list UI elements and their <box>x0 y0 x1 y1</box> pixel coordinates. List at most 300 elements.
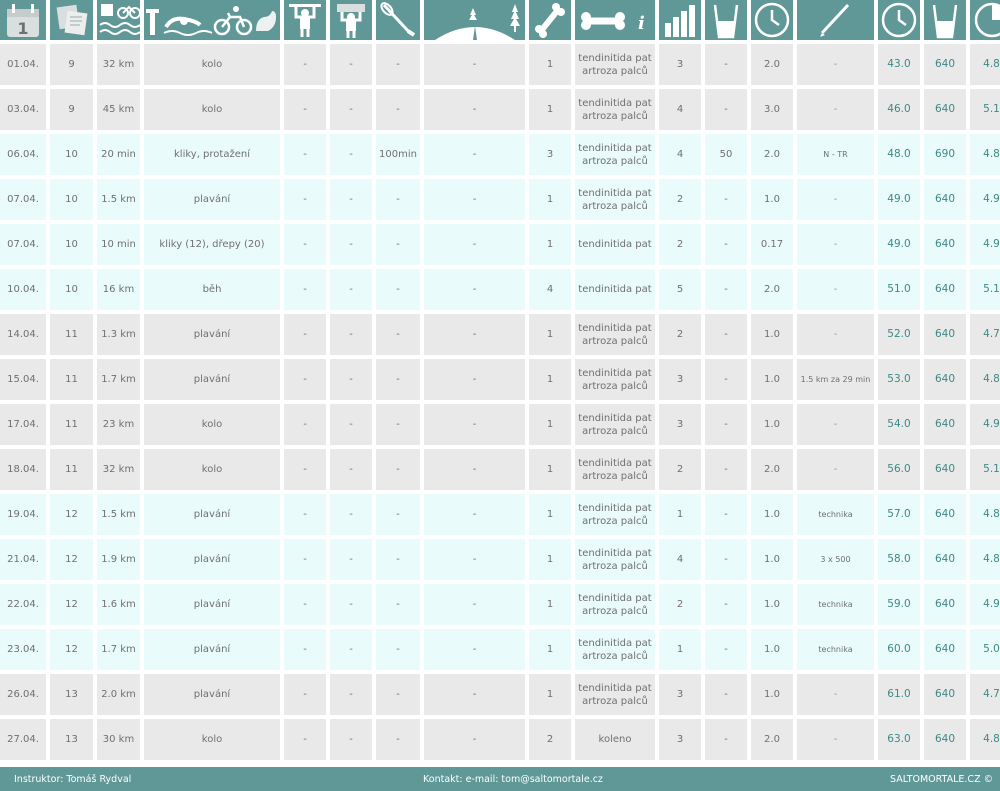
value-cell: - <box>424 629 525 670</box>
week-cell: 11 <box>50 404 93 445</box>
injury-cell: tendinitida pat artroza palců <box>575 629 655 670</box>
value-cell: - <box>376 719 420 760</box>
activity-cell: plavání <box>144 359 280 400</box>
value-cell: - <box>376 359 420 400</box>
value-cell: - <box>705 224 747 265</box>
value-cell: - <box>330 359 372 400</box>
value-cell: - <box>424 359 525 400</box>
week-cell: 10 <box>50 134 93 175</box>
date-cell: 01.04. <box>0 44 46 85</box>
calendar-day-icon <box>0 0 46 40</box>
value-cell: - <box>705 404 747 445</box>
value-cell: 58.0 <box>878 539 920 580</box>
value-cell: 4.9 <box>970 404 1000 445</box>
value-cell: - <box>424 269 525 310</box>
value-cell: - <box>330 224 372 265</box>
level-cell: 3 <box>659 719 701 760</box>
injury-cell: tendinitida pat artroza palců <box>575 449 655 490</box>
table-row <box>0 494 1000 535</box>
value-cell: 5.1 <box>970 89 1000 130</box>
level-cell: 4 <box>659 134 701 175</box>
duration-cell: 1.0 <box>751 584 793 625</box>
value-cell: 640 <box>924 584 966 625</box>
table-row <box>0 89 1000 130</box>
date-cell: 17.04. <box>0 404 46 445</box>
value-cell: 1 <box>529 674 571 715</box>
table-row <box>0 314 1000 355</box>
value-cell: 1 <box>529 629 571 670</box>
value-cell: - <box>705 584 747 625</box>
value-cell: 50 <box>705 134 747 175</box>
value-cell: 640 <box>924 494 966 535</box>
value-cell: - <box>424 134 525 175</box>
value-cell: - <box>376 629 420 670</box>
duration-cell: 1.0 <box>751 494 793 535</box>
duration-cell: 2.0 <box>751 719 793 760</box>
table-row <box>0 584 1000 625</box>
note-cell: - <box>797 404 874 445</box>
distance-cell: 2.0 km <box>97 674 140 715</box>
injury-cell: tendinitida pat artroza palců <box>575 494 655 535</box>
duration-cell: 2.0 <box>751 269 793 310</box>
value-cell: 640 <box>924 629 966 670</box>
activity-cell: kolo <box>144 719 280 760</box>
activity-cell: kliky (12), dřepy (20) <box>144 224 280 265</box>
glass-icon <box>924 0 966 40</box>
value-cell: 1 <box>529 494 571 535</box>
value-cell: - <box>705 629 747 670</box>
value-cell: - <box>376 89 420 130</box>
injury-cell: tendinitida pat artroza palců <box>575 584 655 625</box>
value-cell: - <box>284 359 326 400</box>
value-cell: 4.9 <box>970 584 1000 625</box>
activity-cell: kolo <box>144 89 280 130</box>
value-cell: 1 <box>529 359 571 400</box>
calendar-day-number: 1 <box>17 19 29 38</box>
activity-cell: kolo <box>144 404 280 445</box>
duration-cell: 2.0 <box>751 449 793 490</box>
distance-cell: 45 km <box>97 89 140 130</box>
week-cell: 11 <box>50 314 93 355</box>
value-cell: - <box>330 449 372 490</box>
date-cell: 07.04. <box>0 179 46 220</box>
value-cell: - <box>705 539 747 580</box>
value-cell: - <box>424 449 525 490</box>
injury-cell: tendinitida pat artroza palců <box>575 539 655 580</box>
level-cell: 3 <box>659 404 701 445</box>
week-cell: 9 <box>50 89 93 130</box>
value-cell: - <box>284 89 326 130</box>
value-cell: - <box>424 314 525 355</box>
value-cell: - <box>705 314 747 355</box>
date-cell: 06.04. <box>0 134 46 175</box>
injury-cell: tendinitida pat artroza palců <box>575 89 655 130</box>
value-cell: - <box>376 449 420 490</box>
value-cell: 5.1 <box>970 269 1000 310</box>
value-cell: - <box>376 404 420 445</box>
injury-cell: koleno <box>575 719 655 760</box>
value-cell: 4.8 <box>970 134 1000 175</box>
value-cell: - <box>705 449 747 490</box>
distance-cell: 1.5 km <box>97 179 140 220</box>
date-cell: 15.04. <box>0 359 46 400</box>
injury-cell: tendinitida pat artroza palců <box>575 674 655 715</box>
value-cell: - <box>376 314 420 355</box>
duration-cell: 1.0 <box>751 674 793 715</box>
contact-link[interactable]: Kontakt: e-mail: tom@saltomortale.cz <box>423 774 603 785</box>
activity-cell: plavání <box>144 629 280 670</box>
value-cell: - <box>330 134 372 175</box>
value-cell: 52.0 <box>878 314 920 355</box>
value-cell: 1 <box>529 224 571 265</box>
footer-bar <box>0 767 1000 791</box>
duration-cell: 2.0 <box>751 134 793 175</box>
triathlon-sports-icon <box>97 0 140 40</box>
injury-cell: tendinitida pat artroza palců <box>575 359 655 400</box>
value-cell: 640 <box>924 404 966 445</box>
value-cell: 57.0 <box>878 494 920 535</box>
activity-cell: plavání <box>144 314 280 355</box>
glass-icon <box>705 0 747 40</box>
week-cell: 12 <box>50 539 93 580</box>
week-cell: 12 <box>50 584 93 625</box>
date-cell: 22.04. <box>0 584 46 625</box>
value-cell: 640 <box>924 179 966 220</box>
value-cell: 4.7 <box>970 314 1000 355</box>
injury-cell: tendinitida pat <box>575 224 655 265</box>
value-cell: 640 <box>924 224 966 265</box>
activity-cell: plavání <box>144 539 280 580</box>
value-cell: - <box>330 494 372 535</box>
log-body <box>0 44 1000 760</box>
value-cell: - <box>424 89 525 130</box>
value-cell: - <box>705 359 747 400</box>
level-cell: 3 <box>659 44 701 85</box>
value-cell: 1 <box>529 44 571 85</box>
bone-injury-icon <box>529 0 571 40</box>
bone-info-icon <box>575 0 655 40</box>
value-cell: 4.8 <box>970 719 1000 760</box>
value-cell: - <box>284 674 326 715</box>
distance-cell: 1.3 km <box>97 314 140 355</box>
table-row <box>0 449 1000 490</box>
value-cell: 640 <box>924 449 966 490</box>
value-cell: - <box>424 584 525 625</box>
value-cell: - <box>330 314 372 355</box>
value-cell: 1 <box>529 404 571 445</box>
note-cell: technika <box>797 584 874 625</box>
value-cell: 640 <box>924 89 966 130</box>
duration-cell: 1.0 <box>751 629 793 670</box>
note-cell: - <box>797 179 874 220</box>
value-cell: - <box>284 179 326 220</box>
duration-cell: 1.0 <box>751 539 793 580</box>
table-row <box>0 719 1000 760</box>
note-cell: - <box>797 89 874 130</box>
value-cell: - <box>376 179 420 220</box>
value-cell: 56.0 <box>878 449 920 490</box>
injury-cell: tendinitida pat artroza palců <box>575 179 655 220</box>
hill-landscape-icon <box>424 0 525 40</box>
value-cell: - <box>424 494 525 535</box>
distance-cell: 1.7 km <box>97 629 140 670</box>
level-cell: 3 <box>659 674 701 715</box>
level-cell: 2 <box>659 314 701 355</box>
value-cell: 1 <box>529 314 571 355</box>
level-cell: 1 <box>659 629 701 670</box>
duration-cell: 0.17 <box>751 224 793 265</box>
value-cell: 43.0 <box>878 44 920 85</box>
value-cell: 1 <box>529 584 571 625</box>
level-chart-icon <box>659 0 701 40</box>
distance-cell: 30 km <box>97 719 140 760</box>
distance-cell: 23 km <box>97 404 140 445</box>
level-cell: 5 <box>659 269 701 310</box>
value-cell: 640 <box>924 719 966 760</box>
injury-cell: tendinitida pat artroza palců <box>575 134 655 175</box>
level-cell: 2 <box>659 224 701 265</box>
level-cell: 4 <box>659 89 701 130</box>
value-cell: - <box>424 539 525 580</box>
value-cell: - <box>705 674 747 715</box>
value-cell: - <box>376 539 420 580</box>
value-cell: 4.9 <box>970 179 1000 220</box>
value-cell: 59.0 <box>878 584 920 625</box>
calendar-week-icon <box>50 0 93 40</box>
dip-icon <box>330 0 372 40</box>
value-cell: 48.0 <box>878 134 920 175</box>
note-cell: - <box>797 449 874 490</box>
value-cell: - <box>284 269 326 310</box>
activity-cell: kolo <box>144 449 280 490</box>
value-cell: - <box>330 719 372 760</box>
table-row <box>0 359 1000 400</box>
value-cell: - <box>284 224 326 265</box>
duration-cell: 1.0 <box>751 179 793 220</box>
activity-cell: plavání <box>144 674 280 715</box>
value-cell: - <box>284 314 326 355</box>
clock-icon <box>751 0 793 40</box>
pie-chart-icon <box>970 0 1000 40</box>
value-cell: 640 <box>924 269 966 310</box>
value-cell: 1 <box>529 449 571 490</box>
note-cell: - <box>797 224 874 265</box>
value-cell: 1 <box>529 179 571 220</box>
pen-icon <box>797 0 874 40</box>
duration-cell: 1.0 <box>751 359 793 400</box>
value-cell: 640 <box>924 44 966 85</box>
value-cell: - <box>705 719 747 760</box>
week-cell: 13 <box>50 719 93 760</box>
note-cell: - <box>797 719 874 760</box>
activity-cell: kliky, protažení <box>144 134 280 175</box>
value-cell: 46.0 <box>878 89 920 130</box>
value-cell: - <box>424 719 525 760</box>
duration-cell: 2.0 <box>751 44 793 85</box>
injury-cell: tendinitida pat artroza palců <box>575 44 655 85</box>
level-cell: 2 <box>659 584 701 625</box>
value-cell: - <box>284 494 326 535</box>
value-cell: - <box>705 494 747 535</box>
duration-cell: 3.0 <box>751 89 793 130</box>
table-row <box>0 134 1000 175</box>
table-row <box>0 539 1000 580</box>
value-cell: 53.0 <box>878 359 920 400</box>
value-cell: - <box>330 539 372 580</box>
activity-cell: běh <box>144 269 280 310</box>
week-cell: 13 <box>50 674 93 715</box>
clock-icon <box>878 0 920 40</box>
distance-cell: 1.7 km <box>97 359 140 400</box>
date-cell: 07.04. <box>0 224 46 265</box>
value-cell: - <box>424 404 525 445</box>
value-cell: - <box>376 224 420 265</box>
value-cell: - <box>705 89 747 130</box>
table-row <box>0 404 1000 445</box>
value-cell: - <box>330 404 372 445</box>
brand-link[interactable]: SALTOMORTALE.CZ © <box>890 774 994 785</box>
value-cell: 4.8 <box>970 44 1000 85</box>
note-cell: 3 x 500 <box>797 539 874 580</box>
distance-cell: 32 km <box>97 449 140 490</box>
note-cell: - <box>797 314 874 355</box>
table-row <box>0 674 1000 715</box>
value-cell: 640 <box>924 674 966 715</box>
value-cell: - <box>424 674 525 715</box>
level-cell: 2 <box>659 449 701 490</box>
value-cell: 690 <box>924 134 966 175</box>
value-cell: 100min <box>376 134 420 175</box>
value-cell: 51.0 <box>878 269 920 310</box>
date-cell: 14.04. <box>0 314 46 355</box>
value-cell: - <box>376 44 420 85</box>
activity-cell: plavání <box>144 494 280 535</box>
date-cell: 23.04. <box>0 629 46 670</box>
note-cell: - <box>797 269 874 310</box>
table-row <box>0 224 1000 265</box>
note-cell: technika <box>797 494 874 535</box>
value-cell: 2 <box>529 719 571 760</box>
value-cell: 4.7 <box>970 674 1000 715</box>
value-cell: 3 <box>529 134 571 175</box>
value-cell: - <box>424 179 525 220</box>
value-cell: 640 <box>924 314 966 355</box>
value-cell: - <box>376 494 420 535</box>
table-row <box>0 44 1000 85</box>
value-cell: 4.8 <box>970 494 1000 535</box>
value-cell: 54.0 <box>878 404 920 445</box>
activity-cell: kolo <box>144 44 280 85</box>
pull-up-icon <box>284 0 326 40</box>
value-cell: - <box>284 44 326 85</box>
icon-header-row <box>0 0 1000 40</box>
value-cell: - <box>284 584 326 625</box>
note-cell: - <box>797 674 874 715</box>
distance-cell: 10 min <box>97 224 140 265</box>
date-cell: 10.04. <box>0 269 46 310</box>
value-cell: 49.0 <box>878 224 920 265</box>
duration-cell: 1.0 <box>751 314 793 355</box>
week-cell: 12 <box>50 629 93 670</box>
injury-cell: tendinitida pat <box>575 269 655 310</box>
date-cell: 26.04. <box>0 674 46 715</box>
week-cell: 12 <box>50 494 93 535</box>
value-cell: - <box>330 584 372 625</box>
instructor-text: Instruktor: Tomáš Rydval <box>14 774 132 785</box>
note-cell: 1.5 km za 29 min <box>797 359 874 400</box>
level-cell: 3 <box>659 359 701 400</box>
value-cell: 1 <box>529 89 571 130</box>
value-cell: - <box>424 224 525 265</box>
value-cell: - <box>330 89 372 130</box>
distance-cell: 1.6 km <box>97 584 140 625</box>
date-cell: 18.04. <box>0 449 46 490</box>
value-cell: 640 <box>924 539 966 580</box>
value-cell: - <box>330 674 372 715</box>
week-cell: 9 <box>50 44 93 85</box>
value-cell: - <box>330 269 372 310</box>
value-cell: - <box>705 179 747 220</box>
value-cell: - <box>330 629 372 670</box>
value-cell: - <box>284 539 326 580</box>
value-cell: 60.0 <box>878 629 920 670</box>
table-row <box>0 629 1000 670</box>
value-cell: 5.0 <box>970 629 1000 670</box>
distance-cell: 32 km <box>97 44 140 85</box>
distance-cell: 16 km <box>97 269 140 310</box>
injury-cell: tendinitida pat artroza palců <box>575 404 655 445</box>
note-cell: technika <box>797 629 874 670</box>
value-cell: 4.9 <box>970 224 1000 265</box>
value-cell: - <box>284 134 326 175</box>
value-cell: - <box>376 584 420 625</box>
value-cell: - <box>705 269 747 310</box>
value-cell: 4.8 <box>970 539 1000 580</box>
table-row <box>0 269 1000 310</box>
duration-cell: 1.0 <box>751 404 793 445</box>
value-cell: 4.8 <box>970 359 1000 400</box>
value-cell: - <box>705 44 747 85</box>
value-cell: 1 <box>529 539 571 580</box>
value-cell: 5.1 <box>970 449 1000 490</box>
swim-bike-strength-icon <box>144 0 280 40</box>
distance-cell: 1.5 km <box>97 494 140 535</box>
value-cell: - <box>284 404 326 445</box>
value-cell: - <box>330 44 372 85</box>
paddle-icon <box>376 0 420 40</box>
date-cell: 21.04. <box>0 539 46 580</box>
table-row <box>0 179 1000 220</box>
level-cell: 2 <box>659 179 701 220</box>
value-cell: 640 <box>924 359 966 400</box>
value-cell: - <box>330 179 372 220</box>
value-cell: - <box>376 269 420 310</box>
level-cell: 1 <box>659 494 701 535</box>
value-cell: - <box>424 44 525 85</box>
activity-cell: plavání <box>144 584 280 625</box>
injury-cell: tendinitida pat artroza palců <box>575 314 655 355</box>
value-cell: - <box>376 674 420 715</box>
note-cell: - <box>797 44 874 85</box>
week-cell: 10 <box>50 269 93 310</box>
value-cell: - <box>284 719 326 760</box>
week-cell: 11 <box>50 449 93 490</box>
level-cell: 4 <box>659 539 701 580</box>
value-cell: 61.0 <box>878 674 920 715</box>
value-cell: 49.0 <box>878 179 920 220</box>
week-cell: 11 <box>50 359 93 400</box>
date-cell: 03.04. <box>0 89 46 130</box>
